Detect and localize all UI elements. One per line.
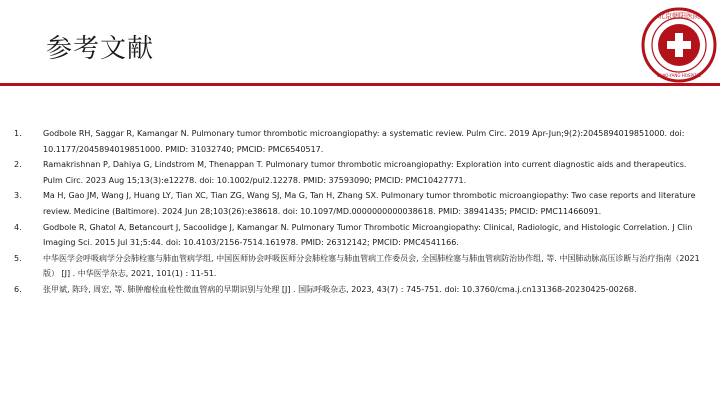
reference-item [14,188,704,219]
reference-number: 1. [14,129,22,138]
reference-number: 4. [14,222,22,232]
reference-item [14,282,704,298]
reference-item [14,157,704,188]
reference-number: 3. [14,191,22,201]
reference-number: 2. [14,160,22,170]
page-title: 参考文献 [46,34,155,64]
title-divider [0,83,720,86]
reference-text: 张甲斌, 陈玲, 周宏, 等. 肺肿瘤栓血栓性微血管病的早期识别与处理 [J] . 国际呼吸杂志, 2023, 43(7) : 745-751. doi: 10.3760/cma.j.cn131368-20230425-00268. [43,284,637,294]
reference-item [14,220,704,251]
svg-text:CHAO-YANG HOSPITAL: CHAO-YANG HOSPITAL [656,73,702,78]
reference-text: Ramakrishnan P, Dahiya G, Lindstrom M, Thenappan T. Pulmonary tumor thrombotic microangiopathy: Exploration into current diagnostic aids and therapeutics. Pulm Circ. 2023 Aug 15;13(3):e12278. doi: 10.1002/pul2.12278. PMID: 37593090; PMCID: PMC10427771. [43,160,687,185]
hospital-seal-icon [640,6,718,84]
reference-list [14,126,704,298]
reference-number: 6. [14,284,22,294]
reference-text: Godbole RH, Saggar R, Kamangar N. Pulmonary tumor thrombotic microangiopathy: a systematic review. Pulm Circ. 2019 Apr-Jun;9(2):2045894019851000. doi: 10.1177/2045894019851000. PMID: 31032740; PMCID: PMC6540517. [43,129,685,154]
reference-item [14,251,704,282]
reference-text: Godbole R, Ghatol A, Betancourt J, Sacoolidge J, Kamangar N. Pulmonary Tumor Thrombotic Microangiopathy: Clinical, Radiologic, and Histologic Correlation. J Clin Imaging Sci. 2015 Jul 31;5:44. doi: 10.4103/2156-7514.161978. PMID: 26312142; PMCID: PMC4541166. [43,222,693,248]
reference-text: 中华医学会呼吸病学分会肺栓塞与肺血管病学组, 中国医师协会呼吸医师分会肺栓塞与肺血管病工作委员会, 全国肺栓塞与肺血管病防治协作组, 等. 中国肺动脉高压诊断与治疗指南（2021版） [J] . 中华医学杂志, 2021, 101(1) : 11-51. [43,253,700,279]
reference-text: Ma H, Gao JM, Wang J, Huang LY, Tian XC, Tian ZG, Wang SJ, Ma G, Tan H, Zhang SX. Pulmonary tumor thrombotic microangiopathy: Two case reports and literature review. Medicine (Baltimore). 2024 Jun 28;103(26):e38618. doi: 10.1097/MD.0000000000038618. PMID: 38941435; PMCID: PMC11466091. [43,191,696,216]
svg-text:北京朝阳医院: 北京朝阳医院 [658,12,700,20]
reference-number: 5. [14,253,22,263]
reference-item [14,126,704,157]
